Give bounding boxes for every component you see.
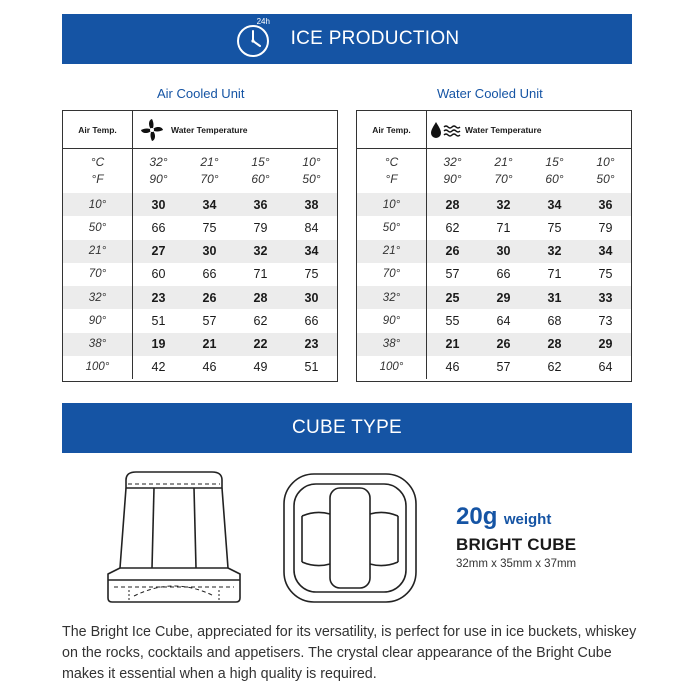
cube-type-banner	[62, 403, 632, 453]
water-cooled-table	[356, 110, 632, 382]
unit-c: 21°	[494, 155, 513, 169]
cube-side-view	[104, 470, 244, 605]
table-row	[63, 309, 337, 332]
table-cell: 75	[547, 220, 562, 235]
row-label: 100°	[357, 356, 427, 379]
unit-col	[286, 149, 337, 193]
table-cell: 60	[151, 267, 166, 282]
unit-f: °F	[385, 172, 398, 186]
table-cell: 31	[547, 290, 562, 305]
table-cell: 64	[598, 360, 613, 375]
clock-label: 24h	[256, 17, 270, 26]
table-cell: 27	[151, 244, 166, 259]
unit-col	[184, 149, 235, 193]
table-cell: 55	[445, 313, 460, 328]
table-cell: 28	[253, 290, 268, 305]
table-header	[357, 111, 631, 149]
unit-col	[529, 149, 580, 193]
unit-f: °F	[91, 172, 104, 186]
table-cell: 84	[304, 220, 319, 235]
unit-col	[133, 149, 184, 193]
row-label: 90°	[357, 309, 427, 332]
unit-col	[478, 149, 529, 193]
table-cell: 36	[253, 197, 268, 212]
unit-label	[357, 149, 427, 193]
air-rows	[63, 193, 337, 379]
table-row	[357, 309, 631, 332]
ice-production-title: ICE PRODUCTION	[290, 28, 460, 49]
table-cell: 68	[547, 313, 562, 328]
unit-f: 90°	[149, 172, 168, 186]
table-cell: 51	[151, 313, 166, 328]
table-cell: 30	[304, 290, 319, 305]
table-cell: 30	[202, 244, 217, 259]
water-drop-icon	[427, 119, 465, 141]
table-cell: 26	[445, 244, 460, 259]
weight-label: weight	[503, 511, 552, 528]
row-label: 50°	[63, 216, 133, 239]
unit-row	[357, 149, 631, 193]
cube-top-view	[280, 470, 420, 605]
unit-col	[427, 149, 478, 193]
table-cell: 79	[598, 220, 613, 235]
table-cell: 32	[253, 244, 268, 259]
table-cell: 51	[304, 360, 319, 375]
table-cell: 29	[496, 290, 511, 305]
table-cell: 32	[496, 197, 511, 212]
cube-dimensions: 32mm x 35mm x 37mm	[456, 558, 577, 570]
table-cell: 32	[547, 244, 562, 259]
row-label: 90°	[63, 309, 133, 332]
unit-f: 70°	[200, 172, 219, 186]
table-row	[63, 356, 337, 379]
table-cell: 28	[547, 337, 562, 352]
table-cell: 36	[598, 197, 613, 212]
table-row	[357, 286, 631, 309]
table-row	[63, 333, 337, 356]
cube-description: The Bright Ice Cube, appreciated for its versatility, is perfect for use in ice buckets, whiskey on the rocks, cocktails and appetisers. The crystal clear appearance of the Bright Cube makes it essential when a high quality is required.	[62, 624, 637, 682]
table-row	[63, 263, 337, 286]
table-cell: 29	[598, 337, 613, 352]
table-row	[357, 263, 631, 286]
water-cooled-title: Water Cooled Unit	[437, 86, 543, 101]
table-cell: 49	[253, 360, 268, 375]
water-rows	[357, 193, 631, 379]
table-cell: 30	[151, 197, 166, 212]
table-cell: 57	[202, 313, 217, 328]
unit-c: °C	[384, 155, 399, 169]
table-cell: 75	[598, 267, 613, 282]
unit-c: 32°	[149, 155, 168, 169]
unit-c: °C	[90, 155, 105, 169]
cube-type-title: CUBE TYPE	[291, 417, 403, 438]
unit-row	[63, 149, 337, 193]
row-label: 32°	[357, 286, 427, 309]
table-cell: 23	[304, 337, 319, 352]
table-cell: 62	[253, 313, 268, 328]
row-label: 10°	[63, 193, 133, 216]
table-cell: 75	[304, 267, 319, 282]
row-label: 21°	[357, 240, 427, 263]
cube-name: BRIGHT CUBE	[456, 535, 577, 554]
water-temp-header: Water Temperature	[465, 124, 542, 135]
unit-c: 10°	[302, 155, 321, 169]
table-row	[357, 216, 631, 239]
row-label: 50°	[357, 216, 427, 239]
table-cell: 33	[598, 290, 613, 305]
air-cooled-table	[62, 110, 338, 382]
table-row	[63, 193, 337, 216]
table-cell: 26	[202, 290, 217, 305]
table-cell: 62	[547, 360, 562, 375]
table-cell: 46	[445, 360, 460, 375]
table-cell: 19	[151, 337, 166, 352]
table-cell: 30	[496, 244, 511, 259]
unit-f: 50°	[596, 172, 615, 186]
unit-c: 15°	[251, 155, 270, 169]
unit-f: 50°	[302, 172, 321, 186]
row-label: 10°	[357, 193, 427, 216]
table-cell: 22	[253, 337, 268, 352]
air-temp-header: Air Temp.	[63, 111, 133, 148]
table-cell: 38	[304, 197, 319, 212]
unit-c: 32°	[443, 155, 462, 169]
table-cell: 34	[547, 197, 562, 212]
unit-f: 90°	[443, 172, 462, 186]
table-cell: 57	[496, 360, 511, 375]
water-temp-header: Water Temperature	[171, 124, 248, 135]
table-cell: 28	[445, 197, 460, 212]
weight-value: 20g	[456, 503, 498, 530]
table-cell: 66	[496, 267, 511, 282]
unit-label	[63, 149, 133, 193]
air-temp-header: Air Temp.	[357, 111, 427, 148]
table-row	[357, 240, 631, 263]
row-label: 70°	[63, 263, 133, 286]
unit-f: 60°	[251, 172, 270, 186]
table-cell: 34	[202, 197, 217, 212]
row-label: 21°	[63, 240, 133, 263]
unit-c: 21°	[200, 155, 219, 169]
row-label: 38°	[357, 333, 427, 356]
table-cell: 71	[496, 220, 511, 235]
unit-c: 15°	[545, 155, 564, 169]
table-cell: 57	[445, 267, 460, 282]
unit-f: 70°	[494, 172, 513, 186]
air-cooled-title: Air Cooled Unit	[157, 86, 245, 101]
table-cell: 23	[151, 290, 166, 305]
clock-24h-icon	[235, 17, 271, 59]
table-cell: 66	[202, 267, 217, 282]
table-cell: 21	[445, 337, 460, 352]
fan-icon	[133, 117, 171, 143]
table-cell: 34	[304, 244, 319, 259]
row-label: 100°	[63, 356, 133, 379]
table-row	[357, 193, 631, 216]
table-cell: 64	[496, 313, 511, 328]
table-cell: 26	[496, 337, 511, 352]
table-cell: 71	[253, 267, 268, 282]
cube-weight	[456, 503, 551, 531]
unit-col	[580, 149, 631, 193]
table-cell: 79	[253, 220, 268, 235]
table-cell: 21	[202, 337, 217, 352]
table-cell: 25	[445, 290, 460, 305]
table-row	[63, 286, 337, 309]
table-cell: 73	[598, 313, 613, 328]
table-cell: 62	[445, 220, 460, 235]
ice-production-banner	[62, 14, 632, 64]
row-label: 70°	[357, 263, 427, 286]
table-cell: 46	[202, 360, 217, 375]
table-cell: 42	[151, 360, 166, 375]
unit-col	[235, 149, 286, 193]
row-label: 32°	[63, 286, 133, 309]
table-header	[63, 111, 337, 149]
table-cell: 66	[151, 220, 166, 235]
table-row	[63, 216, 337, 239]
table-cell: 66	[304, 313, 319, 328]
table-row	[357, 356, 631, 379]
table-cell: 34	[598, 244, 613, 259]
table-row	[357, 333, 631, 356]
table-cell: 71	[547, 267, 562, 282]
unit-c: 10°	[596, 155, 615, 169]
table-cell: 75	[202, 220, 217, 235]
row-label: 38°	[63, 333, 133, 356]
unit-f: 60°	[545, 172, 564, 186]
table-row	[63, 240, 337, 263]
